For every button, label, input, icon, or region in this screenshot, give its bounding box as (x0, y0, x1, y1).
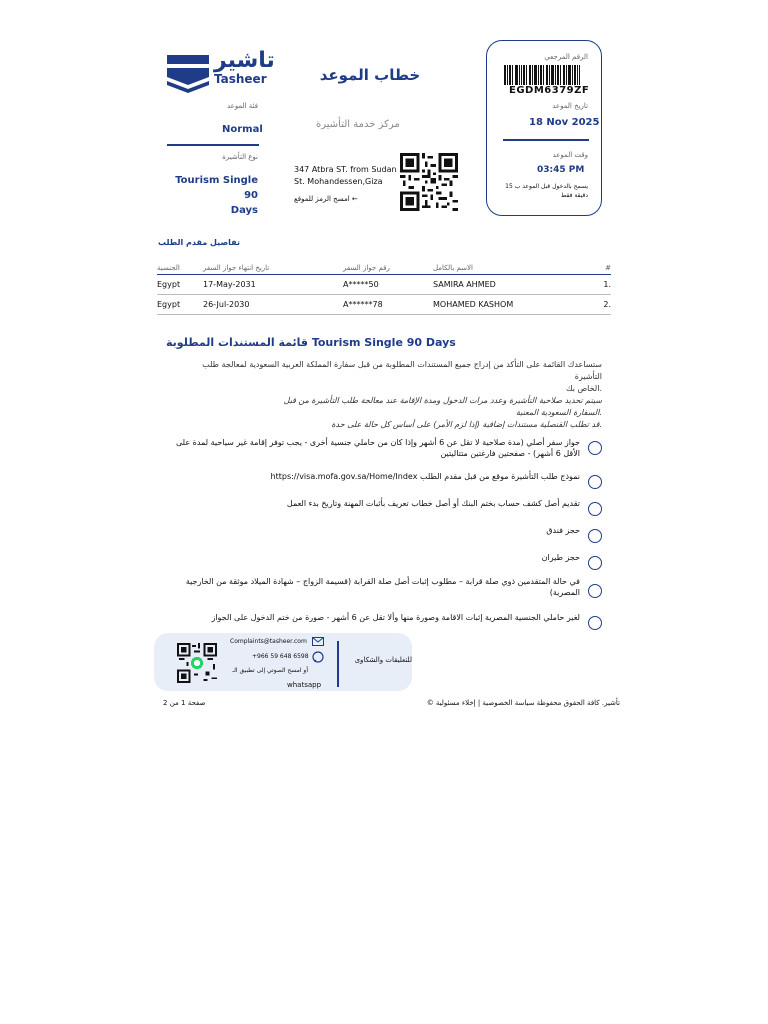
arrival-note: يسمح بالدخول قبل الموعد ب 15 دقيقة فقط (505, 183, 588, 199)
cell-passport: A******78 (343, 295, 433, 315)
whatsapp-icon (312, 651, 324, 663)
column-header: الاسم بالكامل (433, 262, 585, 275)
checklist-item-label: تقديم أصل كشف حساب بختم البنك أو أصل خطاب تعريف بأثبات المهنة وتاريخ بدء العمل (286, 499, 580, 508)
checklist-item[interactable] (170, 525, 602, 549)
tasheer-logo-icon (167, 55, 209, 93)
column-header: الجنسية (157, 262, 203, 275)
reference-number: EGDM6379ZF (509, 85, 590, 96)
service-center-name: مركز خدمة التأشيرة (316, 119, 400, 130)
checklist-item[interactable] (170, 471, 602, 495)
time-label: وقت الموعد (552, 151, 588, 159)
cell-expiry: 26-Jul-2030 (203, 295, 343, 315)
complaints-label: للتعليقات والشكاوى (354, 656, 412, 664)
checkbox[interactable] (588, 475, 602, 489)
brand-name-en: Tasheer (214, 72, 267, 86)
checklist-item-label: لغير حاملي الجنسية المصرية إثبات الاقامة وصورة منها وألا تقل عن 6 أشهر - صورة من ختم الدخول على الجواز (211, 613, 580, 622)
email-icon (312, 637, 324, 646)
documents-title: قائمة المستندات المطلوبة Tourism Single 90 Days (166, 336, 456, 349)
cell-expiry: 17-May-2031 (203, 275, 343, 295)
date-label: تاريخ الموعد (552, 102, 588, 110)
table-row (157, 275, 611, 295)
location-qr-code-icon[interactable] (398, 153, 460, 211)
column-header: تاريخ انتهاء جواز السفر (203, 262, 343, 275)
service-center-address: 347 Atbra ST. from Sudan St. Mohandessen,Giza (294, 165, 397, 186)
complaints-email[interactable]: Complaints@tasheer.com (230, 638, 307, 645)
reference-label: الرقم المرجعي (544, 53, 588, 61)
divider (337, 641, 339, 687)
visa-type-label: نوع التأشيرة (222, 153, 258, 161)
table-header-row (157, 262, 611, 275)
cell-index: 2. (585, 295, 611, 315)
whatsapp-qr-code-icon[interactable] (176, 643, 218, 683)
checklist-item-label: جواز سفر أصلي (مدة صلاحية لا تقل عن 6 أشهر وإذا كان من حاملي جنسية أخرى - يجب توفر إقامة غير سياحية لمدة على الأقل 6 أشهر) - صفحتين فارغتين متتاليتين (176, 438, 580, 458)
category-value: Normal (222, 124, 263, 135)
cell-index: 1. (585, 275, 611, 295)
checkbox[interactable] (588, 529, 602, 543)
copyright-text: تأشير. كافة الحقوق محفوظة سياسة الخصوصية | إخلاء مسئولية © (426, 699, 620, 707)
checklist-item-label: حجز فندق (546, 526, 580, 535)
applicants-section-title: تفاصيل مقدم الطلب (158, 238, 240, 247)
whatsapp-label[interactable]: whatsapp (287, 681, 322, 689)
category-label: فئة الموعد (226, 102, 258, 110)
checklist-item[interactable] (170, 498, 602, 522)
cell-nationality: Egypt (157, 295, 203, 315)
checkbox[interactable] (588, 556, 602, 570)
checkbox[interactable] (588, 616, 602, 630)
column-header: # (585, 262, 611, 275)
checklist-item[interactable] (170, 576, 602, 600)
table-row (157, 295, 611, 315)
applicants-table (157, 262, 611, 315)
visa-type-value: Tourism Single 90 Days (175, 175, 258, 216)
page-title: خطاب الموعد (319, 66, 421, 84)
checklist-item-label: حجز طيران (541, 553, 580, 562)
checklist-item[interactable] (170, 437, 602, 461)
page-number: صفحة 1 من 2 (163, 699, 206, 707)
divider (167, 144, 259, 146)
divider (503, 139, 589, 141)
checkbox[interactable] (588, 441, 602, 455)
date-value: 18 Nov 2025 (529, 117, 600, 128)
complaints-phone[interactable]: +966 59 648 6598 (252, 653, 309, 660)
cell-name: MOHAMED KASHOM (433, 295, 585, 315)
reference-barcode-icon (504, 65, 580, 85)
cell-nationality: Egypt (157, 275, 203, 295)
checkbox[interactable] (588, 502, 602, 516)
cell-passport: A*****50 (343, 275, 433, 295)
checkbox[interactable] (588, 584, 602, 598)
column-header: رقم جواز السفر (343, 262, 433, 275)
brand-name-ar: تاشير (214, 48, 275, 73)
documents-intro: ستساعدك القائمة على التأكد من إدراج جميع المستندات المطلوبة من قبل سفارة المملكة العربية السعودية لمعالجة طلب التأشيرة .الخاص بك سيتم تحديد صلاحية التأشيرة وعدد مرات الدخول ومدة الإقامة عند معالجة طلب التأشيرة من قبل .السفارة السعودية المعنية .قد تطلب القنصلية مستندات إضافية (إذا لزم الأمر) على أساس كل حالة على حدة (202, 360, 602, 429)
cell-name: SAMIRA AHMED (433, 275, 585, 295)
scan-hint: امسح الرمز للموقع ← (294, 195, 358, 203)
time-value: 03:45 PM (537, 165, 585, 175)
voice-hint: أو امسح الصوتي إلى تطبيق الـ (232, 667, 308, 674)
checklist-item-label: نموذج طلب التأشيرة موقع من قبل مقدم الطلب https://visa.mofa.gov.sa/Home/Index (270, 472, 580, 481)
checklist-item-label: في حالة المتقدمين ذوي صلة قرابة – مطلوب إثبات أصل صلة القرابة (قسيمة الزواج – شهادة الميلاد موثقة من الخارجية المصرية) (185, 577, 580, 597)
checklist-item[interactable] (170, 552, 602, 576)
